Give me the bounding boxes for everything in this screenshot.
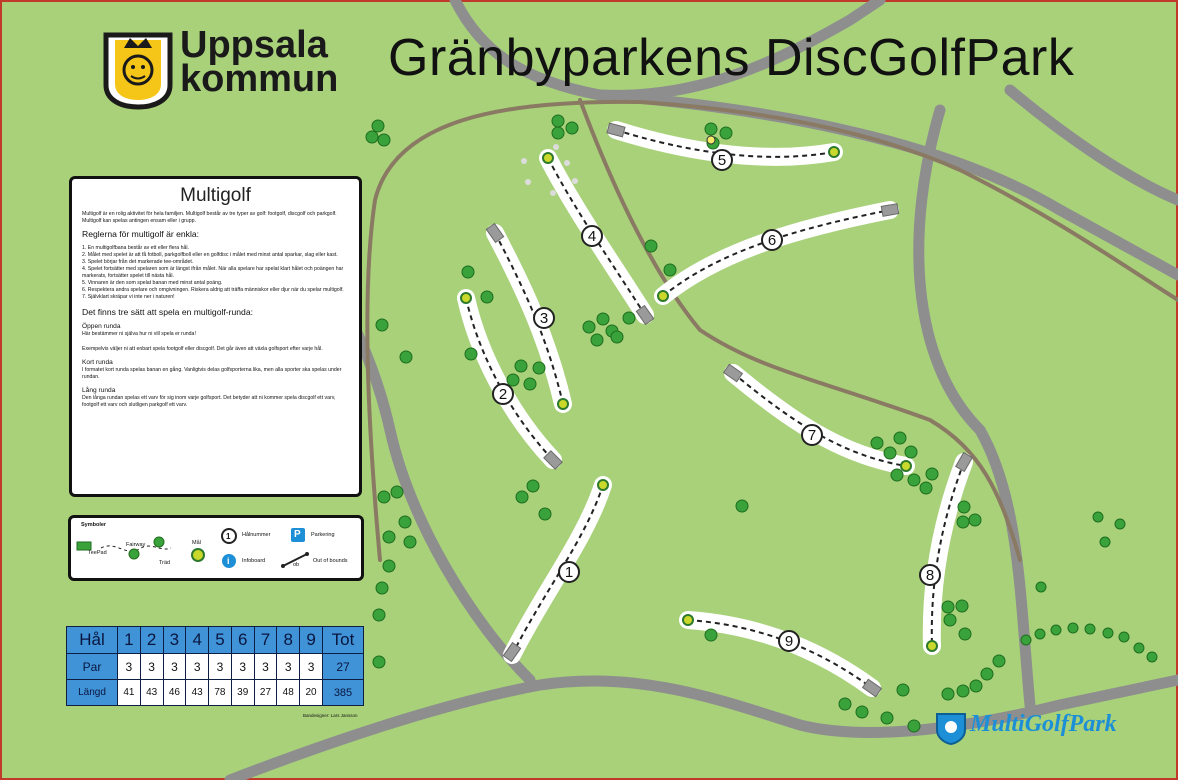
org-name-line1: Uppsala [180,24,328,66]
tree-icon [129,549,139,559]
legend-title: Symboler [81,522,107,528]
scorecard-hole-cell: 5 [209,627,232,654]
legend-infoboard-label: Infoboard [242,558,266,564]
legend-teepad-label: TeePad [88,550,107,556]
scorecard-length-label: Längd [67,680,118,706]
scorecard-length-cell: 27 [254,680,277,706]
uppsala-logo-icon [106,35,170,107]
scorecard-par-total: 27 [323,654,364,680]
scorecard-hole-cell: 8 [277,627,300,654]
hole-number-9: 9 [784,633,794,650]
scorecard-par-row [67,654,364,680]
info-intro: Multigolf är en rolig aktivitet för hela familjen. Multigolf består av tre typer av golf: footgolf, discgolf och parkgolf. Multigolf kan spelas antingen ensam eller i grupp. [82,211,337,224]
scorecard-total-label: Tot [323,627,364,654]
scorecard-length-cell: 78 [209,680,232,706]
legend-panel [68,515,364,581]
scorecard-hole-label: Hål [67,627,118,654]
rules-list [82,245,349,301]
hole-number-5: 5 [717,152,727,169]
scorecard-hole-row [67,627,364,654]
open-round-title: Öppen runda [82,323,121,330]
scorecard-par-cell: 3 [163,654,186,680]
legend-graphics [71,518,361,578]
goal-icon [192,549,204,561]
scorecard-length-cell: 48 [277,680,300,706]
info-heading: Multigolf [180,185,251,206]
legend-parking-label: Parkering [311,532,335,538]
long-round-title: Lång runda [82,387,116,394]
brand-name: MultiGolfPark [970,711,1117,737]
rule-item: 1. En multigolfbana består av ett eller flera hål. [82,245,189,251]
rule-item: 7. Självklart skräpar vi inte ner i naturen! [82,294,175,300]
scorecard-length-cell: 43 [186,680,209,706]
hole-number-6: 6 [767,232,777,249]
scorecard-par-cell: 3 [140,654,163,680]
scorecard-hole-cell: 3 [163,627,186,654]
legend-fairway-label: Fairway [126,542,146,548]
scorecard-length-cell: 41 [118,680,141,706]
hole-number-7: 7 [807,427,817,444]
hole-number-2: 2 [498,386,508,403]
scorecard-length-row [67,680,364,706]
rule-item: 3. Spelet börjar från det markerade tee-området. [82,259,194,265]
scorecard-par-label: Par [67,654,118,680]
legend-ob-short: ob [293,562,300,568]
legend-ob-label: Out of bounds [313,558,348,564]
scorecard-par-cell: 3 [186,654,209,680]
scorecard-hole-cell: 1 [118,627,141,654]
short-round-title: Kort runda [82,359,113,366]
scorecard-length-cell: 46 [163,680,186,706]
hole-number-8: 8 [925,567,935,584]
scorecard-length-cell: 43 [140,680,163,706]
scorecard-par-cell: 3 [254,654,277,680]
scorecard-length-total: 385 [323,680,364,706]
legend-info-glyph: i [227,556,230,566]
scorecard-hole-cell: 7 [254,627,277,654]
tree-icon [154,537,164,547]
scorecard-par-cell: 3 [277,654,300,680]
rules-heading: Reglerna för multigolf är enkla: [82,229,200,239]
scorecard-par-cell: 3 [231,654,254,680]
example-text: Exempelvis väljer ni att enbart spela footgolf eller discgolf. Det går även att växla golfsport efter varje hål. [82,346,323,352]
rule-item: 5. Vinnaren är den som spelat banan med minst antal poäng. [82,280,223,286]
scorecard-hole-cell: 9 [300,627,323,654]
scorecard-hole-cell: 2 [140,627,163,654]
hole-number-3: 3 [539,310,549,327]
scorecard-par-cell: 3 [209,654,232,680]
hole-number-1: 1 [564,564,574,581]
legend-tree-label: Träd [159,560,171,566]
info-panel [69,176,362,497]
teepad-icon [77,542,91,550]
scorecard-hole-cell: 4 [186,627,209,654]
page-title: Gränbyparkens DiscGolfPark [388,29,1075,87]
designer-credit: Bandesigner: Lars Jansson [303,713,358,718]
open-round-text: Här bestämmer ni själva hur ni vill spela er runda! [82,331,196,337]
scorecard-par-cell: 3 [118,654,141,680]
short-round-text: I formatet kort runda spelas banan en gång. Vanligtvis delas golfsporterna lika, men alla sporter ska spelas under rundan. [82,367,342,380]
legend-goal-label: Mål [192,540,201,546]
scorecard-length-cell: 39 [231,680,254,706]
scorecard-table [66,626,364,706]
rule-item: 2. Målet med spelet är att få fotboll, parkgolfboll eller en golfdisc i målet med minst antal sparkar, slag eller kast. [82,252,338,258]
teepad-6 [881,204,898,217]
rule-item: 6. Respektera andra spelare och omgivningen. Riskera aldrig att träffa människor eller djur när du spelar multigolf. [82,287,344,293]
long-round-text: Den långa rundan spelas ett varv för sig inom varje golfsport. Det betyder att ni kommer spela discgolf ett varv, footgolf ett varv och slutligen parkgolf ett varv. [82,395,336,408]
rule-item: 4. Spelet fortsätter med spelaren som är längst ifrån målet. När alla spelare har spelat klart hålet och poängen har markerats, fortsätter spelet till nästa hål. [82,266,344,279]
scorecard-par-cell: 3 [300,654,323,680]
org-name-line2: kommun [180,58,339,100]
scorecard-hole-cell: 6 [231,627,254,654]
legend-parking-glyph: P [294,529,301,540]
org-name [180,24,339,100]
legend-hole-number-label: Hålnummer [242,532,271,538]
hole-number-4: 4 [587,228,597,245]
scorecard-length-cell: 20 [300,680,323,706]
ways-heading: Det finns tre sätt att spela en multigolf-runda: [82,307,254,317]
legend-hole-sample: 1 [226,532,231,541]
